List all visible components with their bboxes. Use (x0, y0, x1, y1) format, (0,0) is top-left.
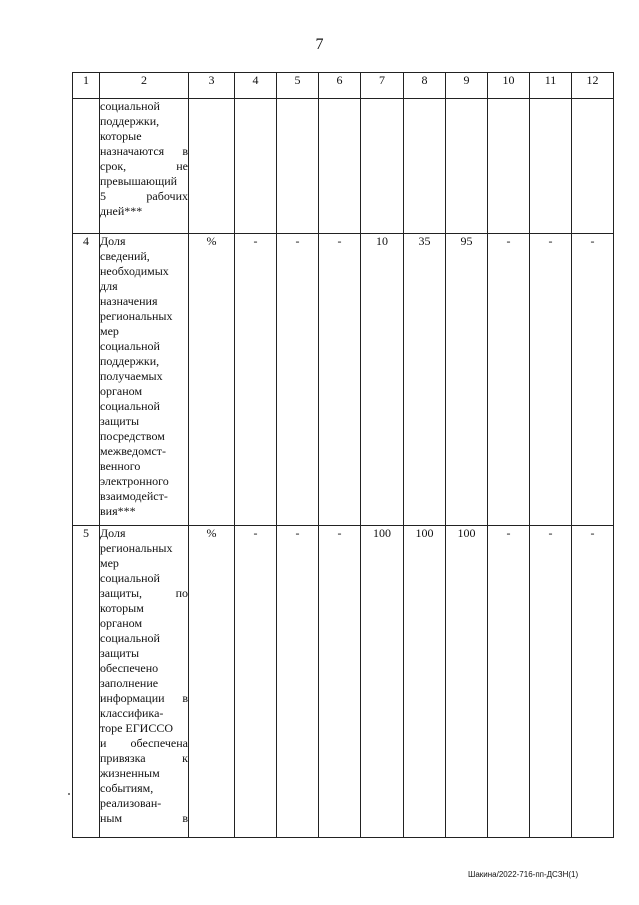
description-line: которым (100, 601, 144, 615)
description-line: превышающий (100, 174, 178, 188)
description-line: взаимодейст- (100, 489, 168, 503)
description-line: электронного (100, 474, 169, 488)
table-row (73, 99, 614, 234)
description-line: поддержки, (100, 114, 160, 128)
description-line: посредством (100, 429, 165, 443)
page-number: 7 (315, 36, 324, 53)
description-line: дней*** (100, 204, 143, 218)
description-line: межведомст- (100, 444, 167, 458)
description-line: мер (100, 324, 119, 338)
description-line: и обеспечена (100, 736, 188, 750)
description-line: жизненным (100, 766, 160, 780)
description-line: торе ЕГИССО (100, 721, 174, 735)
table-cell: - (277, 234, 319, 526)
description-line: защиты, по (100, 586, 188, 600)
description-line: поддержки, (100, 354, 160, 368)
table-cell: 100 (361, 526, 404, 838)
table-cell: - (235, 526, 277, 838)
row-description (100, 526, 189, 838)
column-header: 6 (319, 73, 361, 99)
table-cell: 10 (361, 234, 404, 526)
column-header: 3 (189, 73, 235, 99)
description-line: защиты (100, 646, 140, 660)
description-line: информации в (100, 691, 188, 705)
description-line: региональных (100, 541, 173, 555)
description-line: социальной (100, 399, 160, 413)
description-line: социальной (100, 631, 160, 645)
description-line: реализован- (100, 796, 162, 810)
row-description (100, 99, 189, 234)
description-line: мер (100, 556, 119, 570)
row-description (100, 234, 189, 526)
document-footer-code: Шакина/2022-716-пп-ДСЗН(1) (468, 870, 579, 879)
table-cell: - (530, 526, 572, 838)
description-line: защиты (100, 414, 140, 428)
table-cell: 100 (404, 526, 446, 838)
table-cell: - (572, 234, 614, 526)
table-cell (189, 99, 235, 234)
table-cell: - (319, 526, 361, 838)
table-cell: - (530, 234, 572, 526)
table-cell: 35 (404, 234, 446, 526)
table-cell: - (572, 526, 614, 838)
description-line: органом (100, 616, 143, 630)
description-line: социальной (100, 571, 160, 585)
description-line: 5 рабочих (100, 189, 188, 203)
description-line: Доля (100, 526, 126, 540)
table-row (73, 234, 614, 526)
description-line: вия*** (100, 504, 136, 518)
column-header: 4 (235, 73, 277, 99)
column-header: 10 (488, 73, 530, 99)
table-cell (572, 99, 614, 234)
column-header: 11 (530, 73, 572, 99)
description-line: назначаются в (100, 144, 188, 158)
table-cell (277, 99, 319, 234)
description-line: органом (100, 384, 143, 398)
description-line: социальной (100, 99, 160, 113)
table-row (73, 526, 614, 838)
description-line: обеспечено (100, 661, 159, 675)
description-line: получаемых (100, 369, 163, 383)
table-cell: - (277, 526, 319, 838)
table-cell: - (488, 234, 530, 526)
description-line: венного (100, 459, 141, 473)
indicators-table (72, 72, 614, 838)
table-cell: - (235, 234, 277, 526)
table-cell (235, 99, 277, 234)
column-header: 7 (361, 73, 404, 99)
description-line: Доля (100, 234, 126, 248)
table-cell: - (488, 526, 530, 838)
description-line: сведений, (100, 249, 150, 263)
table-cell: - (319, 234, 361, 526)
description-line: социальной (100, 339, 160, 353)
description-line: классифика- (100, 706, 164, 720)
column-header: 2 (100, 73, 189, 99)
description-line: привязка к (100, 751, 188, 765)
table-cell (530, 99, 572, 234)
description-line: назначения (100, 294, 158, 308)
table-cell: % (189, 526, 235, 838)
column-header-row (73, 73, 614, 99)
row-number: 5 (73, 526, 100, 838)
column-header: 9 (446, 73, 488, 99)
table-cell: % (189, 234, 235, 526)
table-cell: 100 (446, 526, 488, 838)
table-cell (404, 99, 446, 234)
scan-dot-mark (68, 793, 70, 795)
table-cell (488, 99, 530, 234)
column-header: 5 (277, 73, 319, 99)
table-cell: 95 (446, 234, 488, 526)
description-line: для (100, 279, 118, 293)
table-cell (319, 99, 361, 234)
description-line: событиям, (100, 781, 154, 795)
description-line: которые (100, 129, 142, 143)
row-number (73, 99, 100, 234)
column-header: 12 (572, 73, 614, 99)
column-header: 1 (73, 73, 100, 99)
table-cell (361, 99, 404, 234)
description-line: региональных (100, 309, 173, 323)
description-line: срок, не (100, 159, 188, 173)
description-line: заполнение (100, 676, 159, 690)
row-number: 4 (73, 234, 100, 526)
description-line: ным в (100, 811, 188, 825)
description-line: необходимых (100, 264, 169, 278)
column-header: 8 (404, 73, 446, 99)
table-cell (446, 99, 488, 234)
